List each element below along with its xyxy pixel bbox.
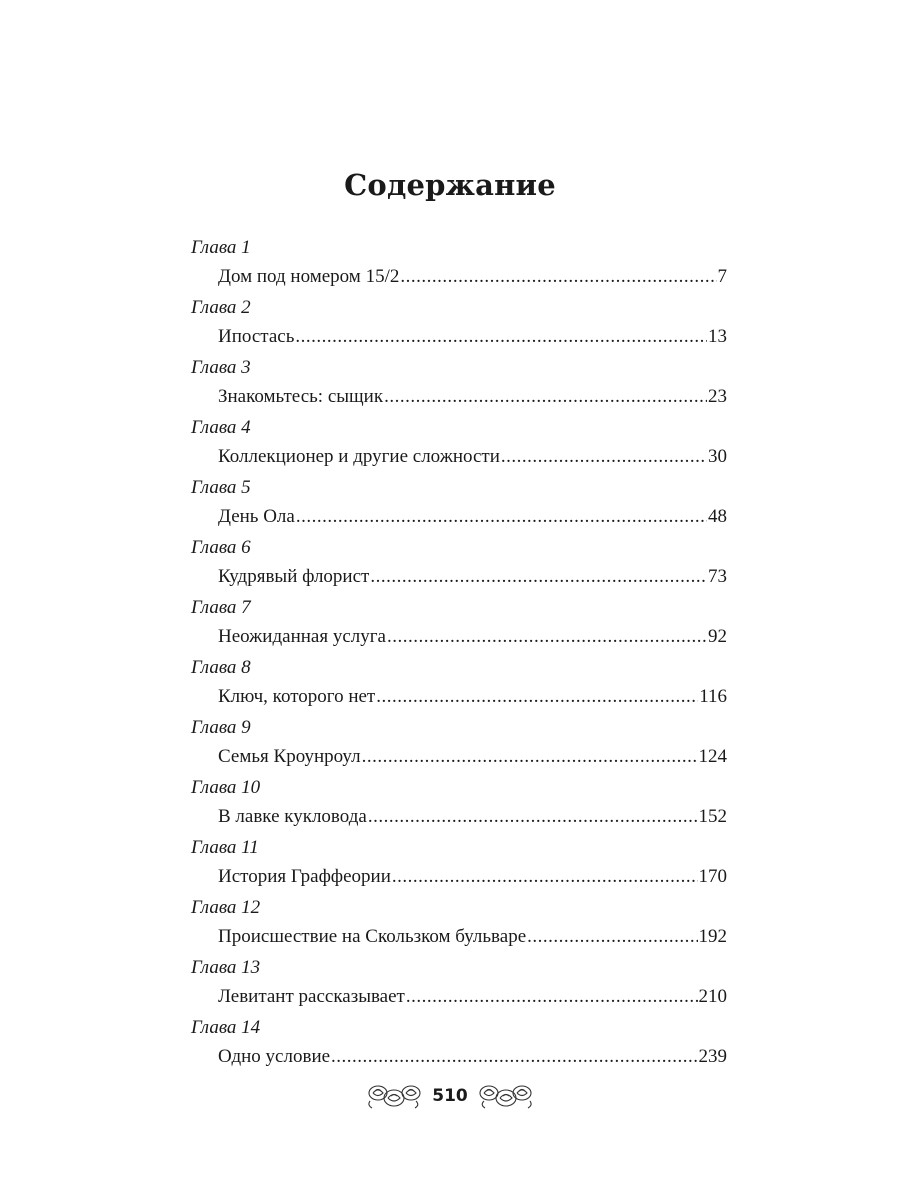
page-number: 30: [708, 446, 727, 467]
chapter-label: Глава 1: [191, 237, 251, 258]
chapter-label: Глава 13: [191, 957, 261, 978]
dot-leader: [501, 445, 707, 469]
page-number: 13: [708, 326, 727, 347]
chapter-label: Глава 7: [191, 597, 251, 618]
chapter-title: Семья Кроунроул: [218, 746, 361, 767]
page-number: 170: [698, 866, 727, 887]
dot-leader: [376, 685, 698, 709]
chapter-title: Кудрявый флорист: [218, 566, 370, 587]
chapter-line[interactable]: [218, 865, 727, 889]
chapter-title: Одно условие: [218, 1046, 331, 1067]
page-number: 239: [698, 1046, 727, 1067]
dot-leader: [392, 865, 698, 889]
toc-entry[interactable]: [191, 716, 727, 776]
page-number: 48: [708, 506, 727, 527]
chapter-line[interactable]: [218, 745, 727, 769]
table-of-contents: [191, 236, 727, 1076]
chapter-title: Происшествие на Скользком бульваре: [218, 926, 527, 947]
page-number: 73: [708, 566, 727, 587]
page-number: 116: [699, 686, 727, 707]
chapter-line[interactable]: [218, 385, 727, 409]
chapter-line[interactable]: [218, 685, 727, 709]
toc-entry[interactable]: [191, 776, 727, 836]
chapter-label: Глава 2: [191, 297, 251, 318]
chapter-title: Левитант рассказывает: [218, 986, 405, 1007]
chapter-label: Глава 3: [191, 357, 251, 378]
dot-leader: [296, 505, 707, 529]
dot-leader: [400, 265, 716, 289]
chapter-line[interactable]: [218, 925, 727, 949]
chapter-line[interactable]: [218, 1045, 727, 1069]
page-number: 7: [717, 266, 727, 287]
chapter-line[interactable]: [218, 625, 727, 649]
toc-entry[interactable]: [191, 536, 727, 596]
chapter-label: Глава 10: [191, 777, 261, 798]
chapter-label: Глава 8: [191, 657, 251, 678]
toc-entry[interactable]: [191, 896, 727, 956]
chapter-label: Глава 6: [191, 537, 251, 558]
dot-leader: [406, 985, 698, 1009]
chapter-title: День Ола: [218, 506, 295, 527]
dot-leader: [295, 325, 707, 349]
chapter-title: Ключ, которого нет: [218, 686, 376, 707]
chapter-label: Глава 9: [191, 717, 251, 738]
chapter-label: Глава 12: [191, 897, 261, 918]
page-number: 210: [698, 986, 727, 1007]
dot-leader: [362, 745, 698, 769]
chapter-line[interactable]: [218, 565, 727, 589]
toc-entry[interactable]: [191, 1016, 727, 1076]
chapter-title: История Граффеории: [218, 866, 391, 887]
toc-entry[interactable]: [191, 596, 727, 656]
chapter-label: Глава 4: [191, 417, 251, 438]
toc-entry[interactable]: [191, 836, 727, 896]
chapter-title: Дом под номером 15/2: [218, 266, 400, 287]
chapter-line[interactable]: [218, 505, 727, 529]
toc-entry[interactable]: [191, 356, 727, 416]
chapter-title: В лавке кукловода: [218, 806, 367, 827]
chapter-line[interactable]: [218, 265, 727, 289]
page-number: 152: [698, 806, 727, 827]
page-footer: [0, 1079, 900, 1113]
chapter-title: Коллекционер и другие сложности: [218, 446, 500, 467]
toc-entry[interactable]: [191, 956, 727, 1016]
chapter-title: Неожиданная услуга: [218, 626, 386, 647]
dot-leader: [387, 625, 707, 649]
rose-ornament-icon: [478, 1079, 534, 1113]
page-number: 23: [708, 386, 727, 407]
chapter-label: Глава 14: [191, 1017, 261, 1038]
page-number: 92: [708, 626, 727, 647]
toc-entry[interactable]: [191, 236, 727, 296]
toc-entry[interactable]: [191, 656, 727, 716]
page-number: 124: [698, 746, 727, 767]
chapter-title: Знакомьтесь: сыщик: [218, 386, 384, 407]
chapter-line[interactable]: [218, 445, 727, 469]
rose-ornament-icon: [366, 1079, 422, 1113]
toc-entry[interactable]: [191, 416, 727, 476]
page-number: 192: [698, 926, 727, 947]
dot-leader: [527, 925, 697, 949]
chapter-line[interactable]: [218, 805, 727, 829]
page-title: Содержание: [344, 168, 556, 202]
chapter-line[interactable]: [218, 985, 727, 1009]
chapter-label: Глава 11: [191, 837, 259, 858]
chapter-line[interactable]: [218, 325, 727, 349]
toc-entry[interactable]: [191, 296, 727, 356]
toc-entry[interactable]: [191, 476, 727, 536]
dot-leader: [384, 385, 707, 409]
chapter-label: Глава 5: [191, 477, 251, 498]
dot-leader: [331, 1045, 697, 1069]
dot-leader: [370, 565, 707, 589]
page-number-footer: 510: [432, 1086, 468, 1106]
dot-leader: [368, 805, 698, 829]
chapter-title: Ипостась: [218, 326, 295, 347]
